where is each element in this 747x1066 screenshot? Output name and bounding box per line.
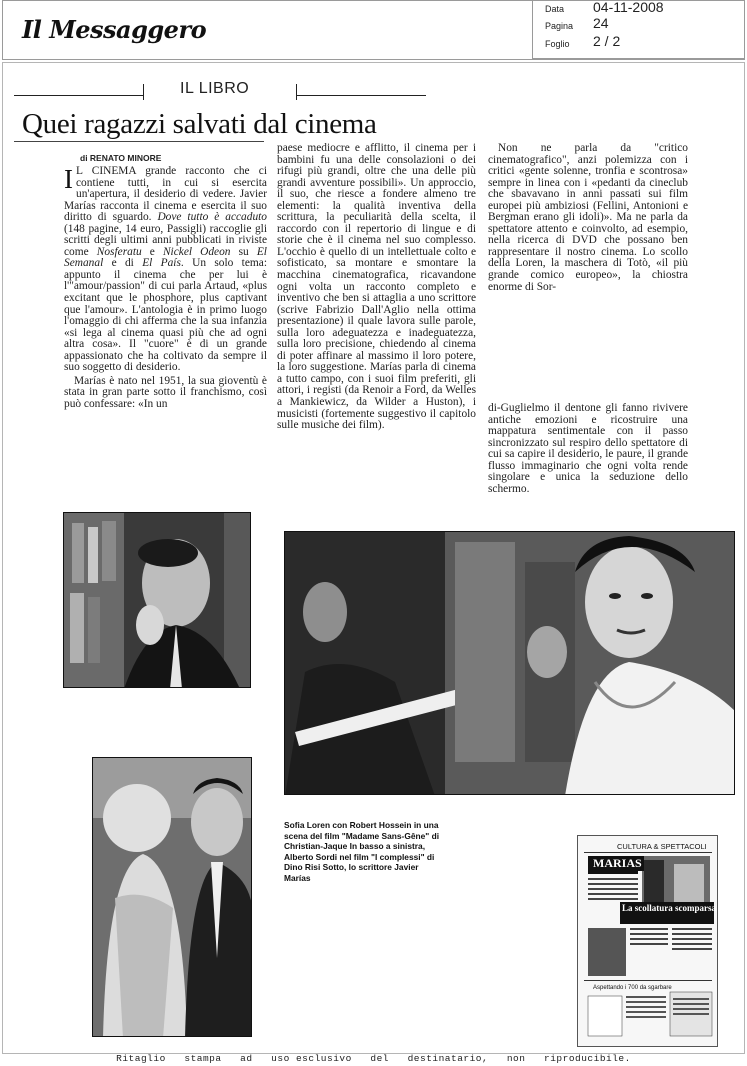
footer-disclaimer: Ritaglio stampa ad uso esclusivo del destinatario, non riproducibile.: [116, 1053, 631, 1064]
text-run: . Un solo tema: appunto il cinema che per lui è l'"amour/passion" di cui parla Artaud, «plus excitant que le phosphore, plus captivant que l'amour». L'antologia è in primo luogo l'omaggio di chi afferma che la sua infanzia «si lega al cinema quasi più che ad ogni altra cosa». Il "cuore" è di un grande appassionato che ha coltivato da sempre il suo soggetto di desiderio.: [64, 257, 267, 374]
byline: di RENATO MINORE: [80, 153, 162, 163]
rubric-rule-right: [296, 95, 426, 96]
article-headline: Quei ragazzi salvati dal cinema: [22, 108, 377, 140]
thumbnail-name: MARIAS: [593, 856, 642, 870]
paragraph: di-Guglielmo il dentone gli fanno rivivere antiche emozioni e ricostruire una mappatura sentimentale con il passo sincronizzato sul respiro dello spettatore di cui sa capire il desiderio, le paure, il grande flusso immaginario che ogni volta rende singolare e unica la seduzione dello schermo.: [488, 402, 688, 495]
paragraph: [64, 166, 267, 374]
photo-alberto-sordi: [92, 757, 252, 1037]
meta-page-label: Pagina: [545, 21, 574, 31]
masthead-logo: Il Messaggero: [22, 15, 207, 44]
magazine-name: Nosferatu: [96, 245, 142, 258]
photo-javier-marias-image: [64, 513, 251, 688]
article-column-1: [64, 166, 267, 412]
rubric-rule-left: [14, 95, 144, 96]
lead-text: L CINEMA grande racconto che ci contiene tutti, in cui si esercita un'apertura, il desiderio di vedere. Javier Marías racconta il cinema e esercita il suo diritto di sguardo.: [64, 165, 267, 224]
meta-sheet-label: Foglio: [545, 39, 570, 49]
paragraph: Non ne parla da "critico cinematografico", anzi polemizza con i critici «gente solenne, tronfia e scontrosa» sempre in linea con i «pedanti da cineclub che sbavavano in anni passati sui film europei più ambiziosi (Fellini, Antonioni e Bergman erano gli idoli)». Ma ne parla da spettatore attento e coinvolto, ad esempio, nella ricerca di DVD che possano ben rappresentare il nostro cinema. Lo scollo della Loren, la maschera di Totò, «il più grande comico europeo», la chiostra enorme di Sor-: [488, 142, 688, 293]
photo-sofia-loren-image: [285, 532, 735, 795]
section-rubric: IL LIBRO: [180, 80, 250, 97]
paragraph: paese mediocre e afflitto, il cinema per i bambini fu una delle consolazioni o dei rifugi più grandi, oltre che una delle più grandi avventure possibili». Un approccio, il suo, che riesce a fondere almeno tre elementi: la qualità inventiva della scrittura, la peculiarità della scelta, il raccordo con il repertorio di lingue e di storie che è il cinema nel suo complesso. L'occhio è quello di un intellettuale colto e sofisticato, sa montare e smontare la macchina cinematografica, ricavandone ogni volta un racconto completo e inventivo che ben si attaglia a uno scrittore (scrive Fabrizio Dall'Aglio nella ottima presentazione) il quale lavora sulle parole, sulla loro adeguatezza e inadeguatezza, sulla loro precisione, chiedendo al cinema di poter affinare al massimo il loro potere, la loro suggestione. Marías parla di cinema a tutto campo, con i suoi film preferiti, gli attori, i registi (da Renoir a Ford, da Welles a Mankiewicz, da Wilder a Huston), i musicisti (fortemente suggestivo il capitolo sulle musiche dei film).: [277, 142, 476, 432]
meta-divider: [532, 0, 533, 60]
book-title: Dove tutto è accaduto: [157, 211, 267, 224]
meta-page-value: 24: [593, 15, 609, 31]
text-run: (148 pagine, 14 euro, Passigli) raccoglie gli scritti degli ultimi anni pubblicati in riviste come: [64, 222, 267, 258]
rubric-tick-right: [296, 84, 297, 100]
text-run: e: [149, 245, 155, 258]
paragraph: Marías è nato nel 1951, la sua gioventù è stata in gran parte sotto il franchismo, così può confessare: «In un: [64, 374, 267, 410]
rubric-tick-left: [143, 84, 144, 100]
meta-sheet-value: 2 / 2: [593, 33, 621, 49]
photo-alberto-sordi-image: [93, 758, 252, 1037]
thumbnail-banner: La scollatura scomparsa: [622, 903, 716, 913]
magazine-name: El Semanal: [64, 245, 267, 270]
article-column-3-continued: [488, 403, 688, 497]
meta-date-value: 04-11-2008: [593, 0, 664, 15]
text-run: su: [238, 245, 249, 258]
drop-cap: I: [64, 164, 73, 194]
magazine-name: El País: [142, 257, 181, 270]
thumbnail-section-label: CULTURA & SPETTACOLI: [617, 842, 707, 851]
meta-date-label: Data: [545, 4, 565, 14]
photo-caption: Sofia Loren con Robert Hossein in una scena del film "Madame Sans-Gêne" di Christian-Jaque In basso a sinistra, Alberto Sordi nel film "I complessi" di Dino Risi Sotto, lo scrittore Javier Marías: [284, 820, 440, 883]
article-column-2: [277, 143, 476, 434]
meta-underline: [533, 58, 745, 59]
text-run: e di: [111, 257, 134, 270]
magazine-name: Nickel Odeon: [162, 245, 231, 258]
photo-javier-marias: [63, 512, 251, 688]
article-column-3: [488, 143, 688, 295]
headline-rule: [14, 141, 264, 142]
photo-sofia-loren: [284, 531, 735, 795]
thumbnail-bottom-text: Aspettando i 700 da sgarbare: [593, 985, 672, 991]
